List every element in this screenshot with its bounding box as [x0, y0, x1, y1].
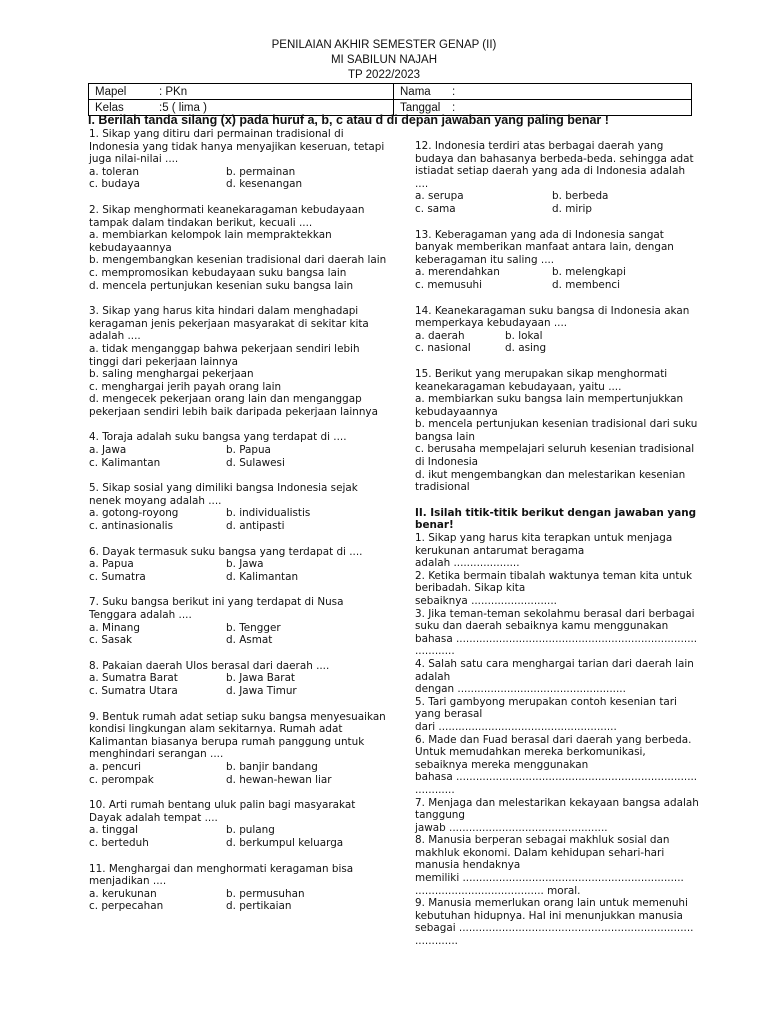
- exam-title: PENILAIAN AKHIR SEMESTER GENAP (II): [271, 39, 497, 51]
- option-a[interactable]: a. Jawa: [89, 444, 127, 457]
- essay-text: 6. Made dan Fuad berasal dari daerah yang berbeda. Untuk memudahkan mereka berkomunikasi, sebaiknya mereka menggunakan: [415, 733, 692, 771]
- option-b[interactable]: b. Jawa Barat: [226, 672, 296, 685]
- question-text: 10. Arti rumah bentang uluk palin bagi masyarakat Dayak adalah tempat ....: [89, 799, 356, 824]
- option-d[interactable]: d. asing: [505, 342, 547, 355]
- question-3: [89, 305, 389, 418]
- option-a[interactable]: a. tinggal: [89, 824, 138, 837]
- student-info-table: [88, 83, 692, 116]
- option-d[interactable]: d. ikut mengembangkan dan melestarikan kesenian tradisional: [415, 468, 686, 494]
- question-text: 14. Keanekaragaman suku bangsa di Indonesia akan memperkaya kebudayaan ....: [415, 304, 690, 330]
- essay-question-6: [415, 734, 700, 797]
- essay-question-8: [415, 834, 700, 897]
- option-d[interactable]: d. membenci: [552, 278, 621, 291]
- question-8: [89, 660, 389, 698]
- option-a[interactable]: a. daerah: [415, 329, 465, 342]
- option-d[interactable]: d. antipasti: [226, 520, 285, 533]
- option-d[interactable]: d. berkumpul keluarga: [226, 836, 344, 849]
- option-a[interactable]: a. tidak menganggap bahwa pekerjaan sendiri lebih tinggi dari pekerjaan lainnya: [89, 342, 360, 368]
- question-13: [415, 229, 700, 292]
- essay-text: 5. Tari gambyong merupakan contoh kesenian tari yang berasal: [415, 695, 677, 721]
- school-year: TP 2022/2023: [347, 69, 421, 81]
- question-text: 1. Sikap yang ditiru dari permainan tradisional di Indonesia yang tidak hanya menyajikan keseruan, tetapi juga nilai-nilai ....: [89, 128, 385, 166]
- option-d[interactable]: d. kesenangan: [226, 178, 303, 191]
- option-c[interactable]: c. budaya: [89, 178, 140, 191]
- option-a[interactable]: a. Minang: [89, 621, 140, 634]
- kelas-label: Kelas: [95, 101, 124, 114]
- option-a[interactable]: a. Papua: [89, 558, 134, 571]
- essay-text: 1. Sikap yang harus kita terapkan untuk menjaga kerukunan antarumat beragama: [415, 532, 673, 557]
- essay-answer-line[interactable]: ............: [415, 645, 455, 658]
- essay-text: 9. Manusia memerlukan orang lain untuk memenuhi kebutuhan hidupnya. Hal ini menunjukkan manusia: [415, 897, 688, 922]
- essay-answer-line[interactable]: .............: [415, 935, 458, 948]
- essay-text: 7. Menjaga dan melestarikan kekayaan bangsa adalah tanggung: [415, 796, 699, 822]
- option-c[interactable]: c. mempromosikan kebudayaan suku bangsa lain: [89, 266, 347, 279]
- option-c[interactable]: c. perompak: [89, 773, 154, 786]
- essay-question-9: [415, 897, 700, 947]
- nama-value: :: [452, 85, 456, 98]
- option-b[interactable]: b. banjir bandang: [226, 760, 318, 773]
- right-column: [415, 140, 700, 948]
- mapel-cell: [89, 84, 394, 100]
- question-text: 15. Berikut yang merupakan sikap menghormati keanekaragaman kebudayaan, yaitu ....: [415, 367, 668, 393]
- option-a[interactable]: a. kerukunan: [89, 887, 157, 900]
- essay-answer-line[interactable]: dengan ...................................................: [415, 683, 626, 696]
- question-text: 2. Sikap menghormati keanekaragaman kebudayaan tampak dalam tindakan berikut, kecuali ....: [89, 203, 365, 229]
- question-6: [89, 546, 389, 584]
- left-column: [89, 128, 389, 926]
- tanggal-value: :: [452, 101, 456, 114]
- option-b[interactable]: b. berbeda: [552, 190, 609, 203]
- mapel-label: Mapel: [95, 85, 127, 98]
- question-15: [415, 368, 700, 494]
- question-10: [89, 799, 389, 849]
- option-b[interactable]: b. individualistis: [226, 507, 311, 520]
- option-a[interactable]: a. merendahkan: [415, 266, 500, 279]
- essay-question-7: [415, 797, 700, 835]
- essay-answer-line[interactable]: sebaiknya ..........................: [415, 595, 557, 607]
- essay-question-4: [415, 658, 700, 696]
- option-d[interactable]: d. pertikaian: [226, 900, 292, 913]
- option-b[interactable]: b. mengembangkan kesenian tradisional dari daerah lain: [89, 254, 387, 267]
- essay-answer-line[interactable]: bahasa .........................................................................: [415, 771, 698, 784]
- option-b[interactable]: b. lokal: [505, 329, 543, 342]
- section1-title: I. Berilah tanda silang (x) pada huruf a, b, c atau d di depan jawaban yang paling benar !: [88, 113, 609, 127]
- option-a[interactable]: a. gotong-royong: [89, 507, 179, 520]
- option-b[interactable]: b. permusuhan: [226, 887, 305, 900]
- option-c[interactable]: c. Sumatra: [89, 570, 146, 583]
- option-d[interactable]: d. Sulawesi: [226, 456, 285, 469]
- essay-answer-line[interactable]: ....................................... moral.: [415, 884, 581, 897]
- option-b[interactable]: b. Jawa: [226, 558, 264, 571]
- essay-answer-line[interactable]: adalah ....................: [415, 557, 520, 570]
- option-a[interactable]: a. pencuri: [89, 760, 142, 773]
- option-a[interactable]: a. serupa: [415, 190, 464, 203]
- nama-label: Nama: [400, 85, 431, 98]
- option-d[interactable]: d. Jawa Timur: [226, 684, 297, 697]
- question-12: [415, 140, 700, 216]
- essay-question-1: [415, 532, 700, 570]
- option-c[interactable]: c. memusuhi: [415, 278, 483, 291]
- option-b[interactable]: b. saling menghargai pekerjaan: [89, 368, 254, 381]
- essay-answer-line[interactable]: dari ......................................................: [415, 720, 617, 733]
- option-b[interactable]: b. permainan: [226, 165, 296, 178]
- option-c[interactable]: c. Sumatra Utara: [89, 684, 178, 697]
- question-text: 3. Sikap yang harus kita hindari dalam menghadapi keragaman jenis pekerjaan masyarakat di sekitar kita adalah ....: [89, 305, 369, 343]
- essay-question-5: [415, 696, 700, 734]
- option-c[interactable]: c. Kalimantan: [89, 456, 161, 469]
- essay-answer-line[interactable]: memiliki ...................................................................: [415, 872, 684, 885]
- question-text: 8. Pakaian daerah Ulos berasal dari daerah ....: [89, 659, 330, 672]
- option-a[interactable]: a. membiarkan suku bangsa lain mempertunjukkan kebudayaannya: [415, 393, 684, 418]
- option-c[interactable]: c. berteduh: [89, 836, 149, 849]
- option-b[interactable]: b. Papua: [226, 444, 271, 457]
- question-9: [89, 711, 389, 787]
- option-d[interactable]: d. mirip: [552, 202, 592, 215]
- question-2: [89, 204, 389, 292]
- essay-text: 8. Manusia berperan sebagai makhluk sosial dan makhluk ekonomi. Dalam kehidupan sehari-hari manusia hendaknya: [415, 834, 670, 872]
- option-c[interactable]: c. sama: [415, 202, 456, 215]
- question-text: 5. Sikap sosial yang dimiliki bangsa Indonesia sejak nenek moyang adalah ....: [89, 482, 358, 507]
- option-b[interactable]: b. pulang: [226, 824, 275, 837]
- option-d[interactable]: d. mencela pertunjukan kesenian suku bangsa lain: [89, 279, 354, 292]
- question-text: 9. Bentuk rumah adat setiap suku bangsa menyesuaikan kondisi lingkungan alam sekitarnya. Rumah adat Kalimantan biasanya berupa rumah panggung untuk menghindari serangan ....: [89, 710, 386, 761]
- essay-answer-line[interactable]: ............: [415, 783, 455, 796]
- question-text: 7. Suku bangsa berikut ini yang terdapat di Nusa Tenggara adalah ....: [89, 596, 344, 621]
- essay-answer-line[interactable]: bahasa .........................................................................: [415, 632, 698, 645]
- question-7: [89, 596, 389, 646]
- essay-text: 2. Ketika bermain tibalah waktunya teman kita untuk beribadah. Sikap kita: [415, 569, 693, 595]
- essay-text: 3. Jika teman-teman sekolahmu berasal dari berbagai suku dan daerah sebaiknya kamu menggunakan: [415, 607, 695, 633]
- option-a[interactable]: a. toleran: [89, 165, 139, 178]
- essay-answer-line[interactable]: jawab ................................................: [415, 821, 608, 834]
- option-b[interactable]: b. Tengger: [226, 621, 281, 634]
- mapel-value: : PKn: [159, 85, 188, 98]
- option-a[interactable]: a. membiarkan kelompok lain mempraktekkan kebudayaannya: [89, 229, 332, 254]
- question-14: [415, 305, 700, 355]
- option-c[interactable]: c. nasional: [415, 342, 471, 355]
- essay-answer-line[interactable]: sebagai .......................................................................: [415, 922, 694, 935]
- option-d[interactable]: d. Kalimantan: [226, 570, 299, 583]
- option-c[interactable]: c. perpecahan: [89, 900, 164, 913]
- option-c[interactable]: c. Sasak: [89, 634, 133, 647]
- option-c[interactable]: c. menghargai jerih payah orang lain: [89, 380, 282, 393]
- school-name: MI SABILUN NAJAH: [330, 54, 438, 66]
- option-c[interactable]: c. antinasionalis: [89, 520, 173, 533]
- section2-title: II. Isilah titik-titik berikut dengan jawaban yang benar!: [415, 506, 697, 532]
- question-text: 6. Dayak termasuk suku bangsa yang terdapat di ....: [89, 545, 363, 558]
- tanggal-label: Tanggal: [400, 101, 441, 114]
- option-d[interactable]: d. hewan-hewan liar: [226, 773, 332, 786]
- option-a[interactable]: a. Sumatra Barat: [89, 672, 178, 685]
- option-d[interactable]: d. Asmat: [226, 634, 273, 647]
- kelas-value: :5 ( lima ): [159, 101, 207, 114]
- option-c[interactable]: c. berusaha mempelajari seluruh kesenian tradisional di Indonesia: [415, 443, 695, 469]
- question-text: 4. Toraja adalah suku bangsa yang terdapat di ....: [89, 431, 347, 444]
- question-4: [89, 431, 389, 469]
- question-5: [89, 482, 389, 532]
- question-11: [89, 863, 389, 913]
- option-b[interactable]: b. mencela pertunjukan kesenian tradisional dari suku bangsa lain: [415, 418, 698, 443]
- essay-question-3: [415, 608, 700, 658]
- option-b[interactable]: b. melengkapi: [552, 266, 626, 279]
- option-d[interactable]: d. mengecek pekerjaan orang lain dan menganggap pekerjaan sendiri lebih baik daripada pekerjaan lainnya: [89, 393, 378, 418]
- essay-question-2: [415, 570, 700, 608]
- essay-text: 4. Salah satu cara menghargai tarian dari daerah lain adalah: [415, 657, 694, 683]
- question-text: 11. Menghargai dan menghormati keragaman bisa menjadikan ....: [89, 862, 354, 888]
- nama-cell[interactable]: [394, 84, 692, 100]
- question-1: [89, 128, 389, 191]
- question-text: 13. Keberagaman yang ada di Indonesia sangat banyak memberikan manfaat antara lain, dengan keberagaman itu saling ....: [415, 228, 674, 266]
- question-text: 12. Indonesia terdiri atas berbagai daerah yang budaya dan bahasanya berbeda-beda. sehingga adat istiadat setiap daerah yang ada di Indonesia adalah ....: [415, 140, 694, 190]
